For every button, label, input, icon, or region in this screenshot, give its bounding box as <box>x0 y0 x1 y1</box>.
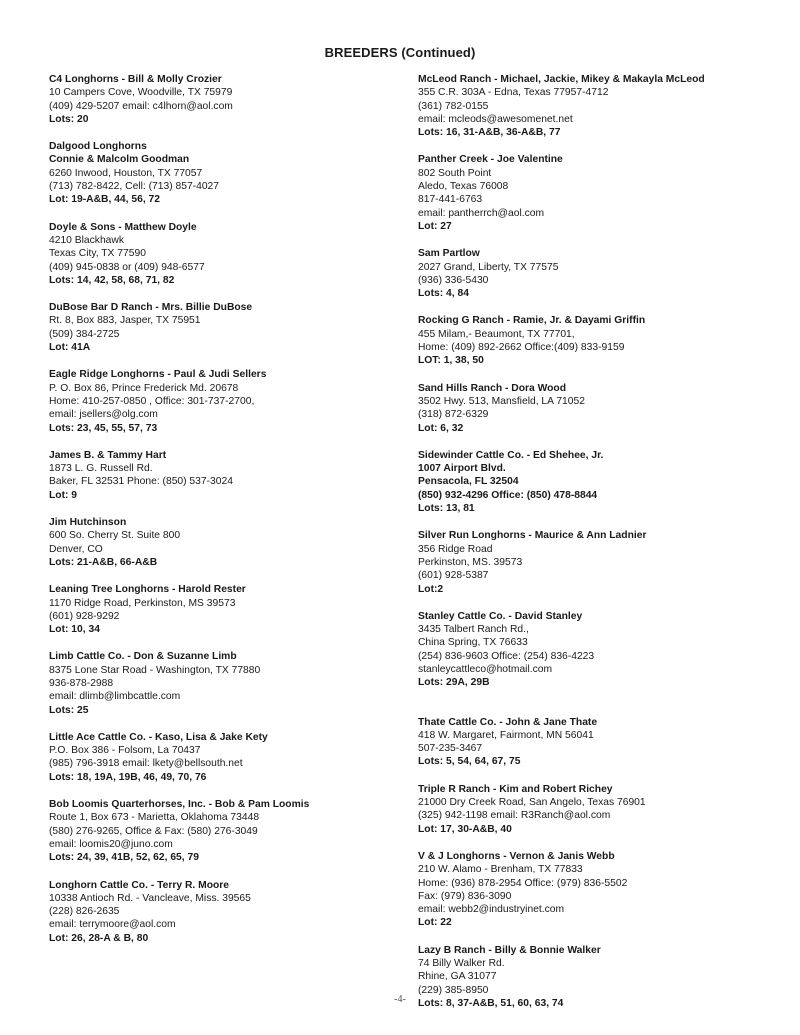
breeder-detail-line: Route 1, Box 673 - Marietta, Oklahoma 73448 <box>49 812 260 824</box>
breeder-name: Bob Loomis Quarterhorses, Inc. - Bob & Pam Loomis <box>49 799 310 811</box>
breeder-detail-line: email: loomis20@juno.com <box>49 838 173 850</box>
breeder-entry <box>418 382 768 435</box>
breeder-name: Triple R Ranch - Kim and Robert Richey <box>418 783 613 795</box>
breeder-detail-line: email: pantherrch@aol.com <box>418 207 545 219</box>
breeder-name: Little Ace Cattle Co. - Kaso, Lisa & Jake Kety <box>49 731 268 743</box>
breeder-detail-line: 21000 Dry Creek Road, San Angelo, Texas 76901 <box>418 797 646 809</box>
breeder-lots: Lots: 5, 54, 64, 67, 75 <box>418 756 521 768</box>
breeder-detail-line: (409) 429-5207 email: c4lhorn@aol.com <box>49 100 233 112</box>
breeder-name: C4 Longhorns - Bill & Molly Crozier <box>49 74 222 85</box>
breeder-detail-line: Rhine, GA 31077 <box>418 971 497 983</box>
breeder-lots: Lots: 29A, 29B <box>418 677 490 689</box>
breeder-name: James B. & Tammy Hart <box>49 449 167 461</box>
breeder-detail-line: 1170 Ridge Road, Perkinston, MS 39573 <box>49 597 236 609</box>
breeder-lots: Lots: 23, 45, 55, 57, 73 <box>49 422 158 434</box>
breeder-detail-line: (509) 384-2725 <box>49 328 120 340</box>
breeder-detail-line: Fax: (979) 836-3090 <box>418 890 512 902</box>
breeder-name: DuBose Bar D Ranch - Mrs. Billie DuBose <box>49 302 253 314</box>
breeder-detail-line: (318) 872-6329 <box>418 409 489 421</box>
breeder-detail-line: Aledo, Texas 76008 <box>418 181 509 193</box>
breeder-entry <box>418 783 768 836</box>
breeder-lots: Lots: 8, 37-A&B, 51, 60, 63, 74 <box>418 997 564 1009</box>
breeder-detail-line: 3502 Hwy. 513, Mansfield, LA 71052 <box>418 395 585 407</box>
breeder-detail-line: (580) 276-9265, Office & Fax: (580) 276-3049 <box>49 825 258 837</box>
breeder-lots: LOT: 1, 38, 50 <box>418 355 484 367</box>
breeder-detail-line: Baker, FL 32531 Phone: (850) 537-3024 <box>49 476 233 488</box>
breeder-entry <box>418 716 768 769</box>
breeder-lots: Lots: 21-A&B, 66-A&B <box>49 556 158 568</box>
breeder-detail-line: email: dlimb@limbcattle.com <box>49 691 181 703</box>
breeder-detail-line: (850) 932-4296 Office: (850) 478-8844 <box>418 489 598 501</box>
breeder-detail-line: (361) 782-0155 <box>418 100 489 112</box>
breeder-detail-line: stanleycattleco@hotmail.com <box>418 663 553 675</box>
breeder-detail-line: 210 W. Alamo - Brenham, TX 77833 <box>418 864 583 876</box>
breeder-name: Sidewinder Cattle Co. - Ed Shehee, Jr. <box>418 449 604 461</box>
breeder-name: Doyle & Sons - Matthew Doyle <box>49 221 197 233</box>
breeder-name: Rocking G Ranch - Ramie, Jr. & Dayami Griffin <box>418 315 646 327</box>
breeder-lots: Lots: 20 <box>49 113 89 125</box>
breeder-detail-line: Texas City, TX 77590 <box>49 248 146 260</box>
breeder-lots: Lot: 9 <box>49 489 78 501</box>
breeder-detail-line: 4210 Blackhawk <box>49 234 124 246</box>
breeder-lots: Lot: 26, 28-A & B, 80 <box>49 932 149 944</box>
breeder-detail-line: email: jsellers@olg.com <box>49 409 158 421</box>
breeder-entry <box>418 153 768 233</box>
breeder-lots: Lots: 4, 84 <box>418 288 469 300</box>
breeder-lots: Lot: 41A <box>49 342 91 354</box>
breeder-detail-line: email: terrymoore@aol.com <box>49 919 176 931</box>
breeder-detail-line: Rt. 8, Box 883, Jasper, TX 75951 <box>49 315 201 327</box>
breeder-lots: Lot: 17, 30-A&B, 40 <box>418 823 512 835</box>
breeder-detail-line: 355 C.R. 303A - Edna, Texas 77957-4712 <box>418 87 609 99</box>
breeder-lots: Lots: 13, 81 <box>418 503 475 515</box>
breeder-detail-line: (409) 945-0838 or (409) 948-6577 <box>49 261 205 273</box>
breeder-detail-line: Connie & Malcolm Goodman <box>49 154 190 166</box>
breeder-entry <box>49 879 379 945</box>
breeder-detail-line: 1873 L. G. Russell Rd. <box>49 463 153 475</box>
breeder-entry <box>418 247 768 300</box>
breeder-detail-line: 936-878-2988 <box>49 677 114 689</box>
breeder-detail-line: (229) 385-8950 <box>418 984 489 996</box>
breeder-detail-line: 600 So. Cherry St. Suite 800 <box>49 530 181 542</box>
breeder-lots: Lot:2 <box>418 583 444 595</box>
breeder-name: Lazy B Ranch - Billy & Bonnie Walker <box>418 944 601 956</box>
breeder-name: Limb Cattle Co. - Don & Suzanne Limb <box>49 651 237 663</box>
breeder-lots: Lots: 18, 19A, 19B, 46, 49, 70, 76 <box>49 771 207 783</box>
breeder-name: Jim Hutchinson <box>49 517 127 529</box>
breeder-entry <box>49 731 379 784</box>
breeder-detail-line: email: webb2@industryinet.com <box>418 904 565 916</box>
breeders-column-right <box>418 73 768 1024</box>
breeder-entry <box>49 301 379 354</box>
breeder-detail-line: 455 Milam,- Beaumont, TX 77701, <box>418 328 575 340</box>
breeder-detail-line: 8375 Lone Star Road - Washington, TX 77880 <box>49 664 261 676</box>
breeder-name: Sand Hills Ranch - Dora Wood <box>418 382 566 394</box>
breeder-name: Longhorn Cattle Co. - Terry R. Moore <box>49 879 230 891</box>
breeder-name: Sam Partlow <box>418 248 480 260</box>
breeder-detail-line: (254) 836-9603 Office: (254) 836-4223 <box>418 650 595 662</box>
breeder-entry <box>418 610 768 690</box>
breeder-detail-line: Denver, CO <box>49 543 103 555</box>
breeder-entry <box>49 650 379 716</box>
breeder-name: Silver Run Longhorns - Maurice & Ann Ladnier <box>418 530 647 542</box>
breeder-entry <box>49 140 379 206</box>
breeder-detail-line: email: mcleods@awesomenet.net <box>418 113 573 125</box>
breeder-detail-line: China Spring, TX 76633 <box>418 637 528 649</box>
breeder-detail-line: 3435 Talbert Ranch Rd., <box>418 624 529 636</box>
breeder-lots: Lot: 19-A&B, 44, 56, 72 <box>49 194 161 206</box>
breeder-detail-line: P.O. Box 386 - Folsom, La 70437 <box>49 745 201 757</box>
breeder-name: Dalgood Longhorns <box>49 141 147 153</box>
breeder-lots: Lot: 6, 32 <box>418 422 464 434</box>
breeder-name: McLeod Ranch - Michael, Jackie, Mikey & Makayla McLeod <box>418 74 705 85</box>
breeder-detail-line: 817-441-6763 <box>418 194 483 206</box>
breeder-entry <box>49 516 379 569</box>
breeders-column-left <box>49 73 379 959</box>
breeder-detail-line: (601) 928-5387 <box>418 570 489 582</box>
breeder-detail-line: 10338 Antioch Rd. - Vancleave, Miss. 39565 <box>49 892 251 904</box>
breeder-entry <box>49 583 379 636</box>
breeder-detail-line: (325) 942-1198 email: R3Ranch@aol.com <box>418 810 611 822</box>
breeder-lots: Lots: 14, 42, 58, 68, 71, 82 <box>49 274 175 286</box>
breeder-lots: Lot: 27 <box>418 220 452 232</box>
breeder-detail-line: 10 Campers Cove, Woodville, TX 75979 <box>49 87 233 99</box>
breeder-detail-line: (985) 796-3918 email: lkety@bellsouth.net <box>49 758 243 770</box>
breeder-detail-line: 74 Billy Walker Rd. <box>418 958 505 970</box>
breeder-name: Leaning Tree Longhorns - Harold Rester <box>49 584 246 596</box>
breeder-entry <box>418 314 768 367</box>
breeder-entry <box>49 368 379 434</box>
breeder-detail-line: 356 Ridge Road <box>418 543 493 555</box>
breeder-detail-line: 418 W. Margaret, Fairmont, MN 56041 <box>418 729 594 741</box>
breeder-name: V & J Longhorns - Vernon & Janis Webb <box>418 850 615 862</box>
breeder-entry <box>49 449 379 502</box>
breeder-detail-line: P. O. Box 86, Prince Frederick Md. 20678 <box>49 382 239 394</box>
breeder-lots: Lot: 22 <box>418 917 452 929</box>
breeder-lots: Lot: 10, 34 <box>49 624 100 636</box>
breeder-detail-line: (713) 782-8422, Cell: (713) 857-4027 <box>49 181 220 193</box>
breeder-detail-line: 6260 Inwood, Houston, TX 77057 <box>49 167 203 179</box>
breeder-entry <box>49 221 379 287</box>
breeder-detail-line: Home: 410-257-0850 , Office: 301-737-2700, <box>49 395 255 407</box>
breeder-lots: Lots: 16, 31-A&B, 36-A&B, 77 <box>418 127 561 139</box>
breeder-detail-line: 1007 Airport Blvd. <box>418 463 506 475</box>
breeder-entry <box>49 73 379 126</box>
breeder-lots: Lots: 25 <box>49 704 89 716</box>
breeder-entry <box>418 850 768 930</box>
breeder-entry <box>418 73 768 139</box>
breeder-detail-line: Pensacola, FL 32504 <box>418 476 519 488</box>
breeder-name: Eagle Ridge Longhorns - Paul & Judi Sellers <box>49 369 267 381</box>
page-number: -4- <box>394 994 406 1005</box>
breeder-detail-line: (936) 336-5430 <box>418 274 489 286</box>
breeder-entry <box>49 798 379 864</box>
breeder-name: Thate Cattle Co. - John & Jane Thate <box>418 716 598 728</box>
breeder-entry <box>418 449 768 515</box>
breeder-name: Stanley Cattle Co. - David Stanley <box>418 610 583 622</box>
breeder-detail-line: (601) 928-9292 <box>49 610 120 622</box>
breeder-entry <box>418 529 768 595</box>
breeder-lots: Lots: 24, 39, 41B, 52, 62, 65, 79 <box>49 852 199 864</box>
breeder-detail-line: 2027 Grand, Liberty, TX 77575 <box>418 261 559 273</box>
entry-spacer <box>418 704 768 716</box>
breeder-detail-line: Perkinston, MS. 39573 <box>418 556 523 568</box>
breeder-detail-line: 802 South Point <box>418 167 492 179</box>
page-title: BREEDERS (Continued) <box>324 45 476 60</box>
breeder-detail-line: Home: (936) 878-2954 Office: (979) 836-5502 <box>418 877 628 889</box>
breeder-detail-line: Home: (409) 892-2662 Office:(409) 833-9159 <box>418 342 625 354</box>
breeder-name: Panther Creek - Joe Valentine <box>418 154 563 166</box>
breeder-detail-line: (228) 826-2635 <box>49 906 120 918</box>
breeder-detail-line: 507-235-3467 <box>418 743 483 755</box>
